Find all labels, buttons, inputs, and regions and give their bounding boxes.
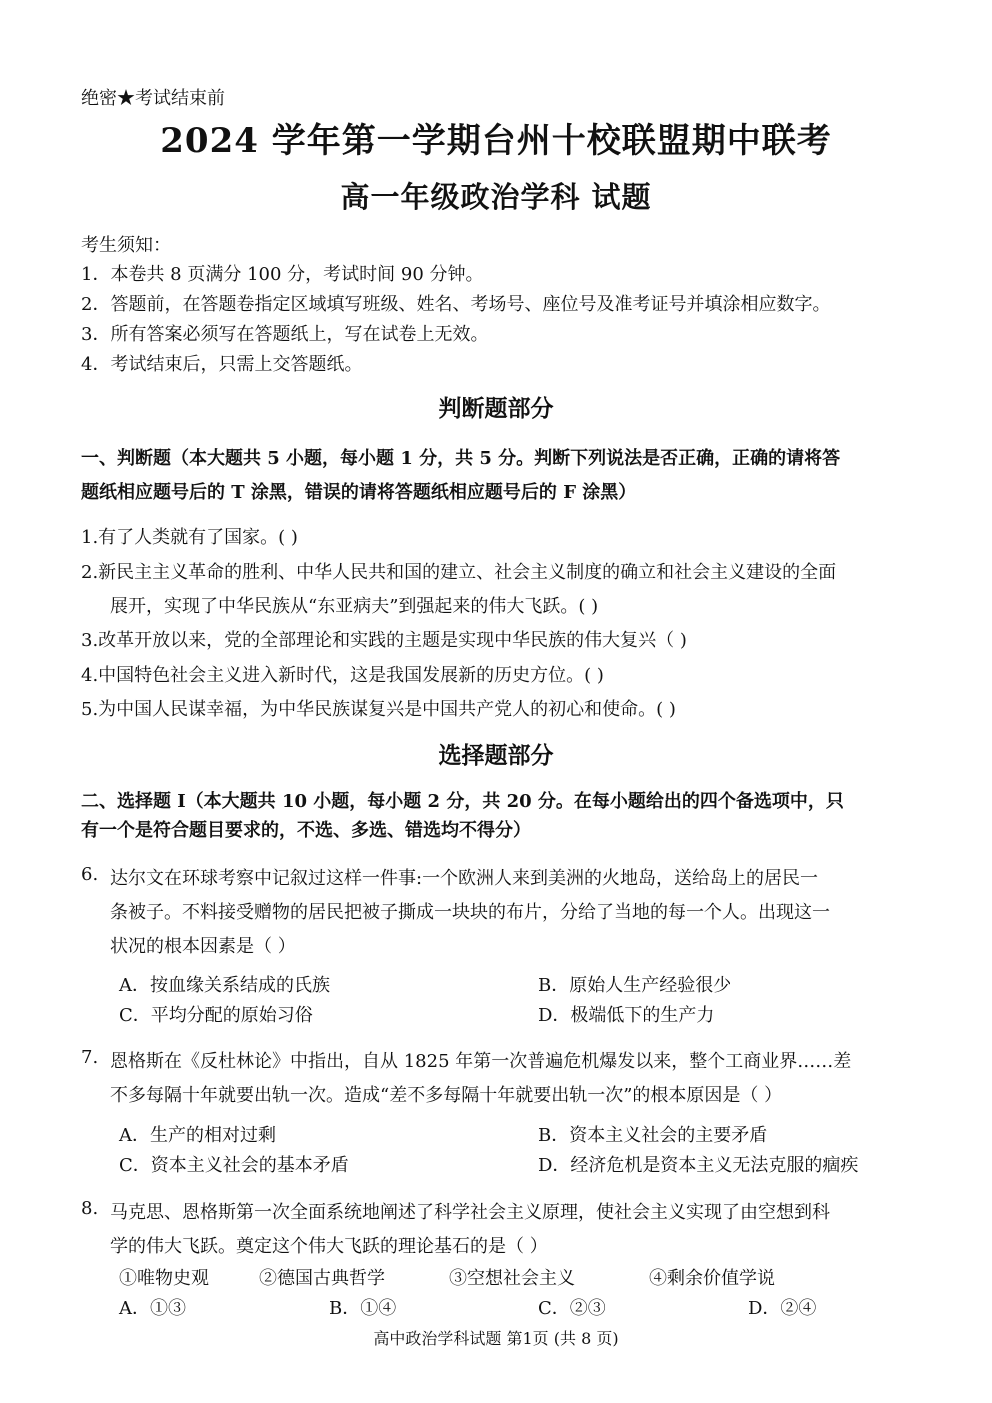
question-8-item-3: ③空想社会主义 bbox=[449, 1268, 575, 1289]
question-8-item-4: ④剩余价值学说 bbox=[649, 1268, 775, 1289]
section-heading-judgment-cont: 题纸相应题号后的 T 涂黑，错误的请将答题纸相应题号后的 F 涂黑） bbox=[81, 482, 637, 503]
part-title-choice: 选择题部分 bbox=[438, 742, 554, 769]
notice-heading: 考生须知： bbox=[81, 235, 171, 256]
question-6-number: 6. bbox=[81, 864, 99, 885]
exam-subtitle: 高一年级政治学科 试题 bbox=[340, 180, 652, 214]
question-8-cont: 学的伟大飞跃。奠定这个伟大飞跃的理论基石的是（ ） bbox=[110, 1236, 548, 1257]
question-7-option-a: A．生产的相对过剩 bbox=[119, 1125, 276, 1146]
notice-item: 4．考试结束后，只需上交答题纸。 bbox=[81, 354, 363, 375]
question-6-option-c: C．平均分配的原始习俗 bbox=[119, 1005, 313, 1026]
notice-item: 3．所有答案必须写在答题纸上，写在试卷上无效。 bbox=[81, 324, 489, 345]
question-6-option-d: D．极端低下的生产力 bbox=[538, 1005, 715, 1026]
exam-title: 2024 学年第一学期台州十校联盟期中联考 bbox=[160, 121, 832, 161]
question-6-cont: 条被子。不料接受赠物的居民把被子撕成一块块的布片，分给了当地的每一个人。出现这一 bbox=[110, 902, 830, 923]
question-7-option-c: C．资本主义社会的基本矛盾 bbox=[119, 1155, 349, 1176]
question-7-number: 7. bbox=[81, 1047, 99, 1068]
question-3: 3.改革开放以来，党的全部理论和实践的主题是实现中华民族的伟大复兴（ ) bbox=[81, 630, 687, 651]
notice-item: 2．答题前，在答题卷指定区域填写班级、姓名、考场号、座位号及准考证号并填涂相应数字。 bbox=[81, 294, 831, 315]
question-8: 马克思、恩格斯第一次全面系统地阐述了科学社会主义原理，使社会主义实现了由空想到科 bbox=[110, 1202, 830, 1223]
question-6-option-b: B．原始人生产经验很少 bbox=[538, 975, 732, 996]
question-7: 恩格斯在《反杜林论》中指出，自从 1825 年第一次普遍危机爆发以来，整个工商业界……差 bbox=[110, 1051, 852, 1072]
question-1: 1.有了人类就有了国家。( ) bbox=[81, 527, 298, 548]
question-8-option-a: A．①③ bbox=[119, 1298, 186, 1319]
question-8-item-2: ②德国古典哲学 bbox=[259, 1268, 385, 1289]
question-7-option-b: B．资本主义社会的主要矛盾 bbox=[538, 1125, 768, 1146]
question-8-item-1: ①唯物史观 bbox=[119, 1268, 209, 1289]
question-2: 2.新民主主义革命的胜利、中华人民共和国的建立、社会主义制度的确立和社会主义建设的全面 bbox=[81, 562, 837, 583]
question-7-option-d: D．经济危机是资本主义无法克服的痼疾 bbox=[538, 1155, 859, 1176]
question-5: 5.为中国人民谋幸福，为中华民族谋复兴是中国共产党人的初心和使命。( ) bbox=[81, 699, 676, 720]
question-8-number: 8. bbox=[81, 1198, 99, 1219]
confidential-label: 绝密★考试结束前 bbox=[81, 88, 225, 109]
question-4: 4.中国特色社会主义进入新时代，这是我国发展新的历史方位。( ) bbox=[81, 665, 604, 686]
question-8-option-d: D．②④ bbox=[748, 1298, 817, 1319]
question-7-cont: 不多每隔十年就要出轨一次。造成“差不多每隔十年就要出轨一次”的根本原因是（ ） bbox=[110, 1085, 783, 1106]
notice-item: 1．本卷共 8 页满分 100 分，考试时间 90 分钟。 bbox=[81, 264, 484, 285]
section-heading-choice-cont: 有一个是符合题目要求的，不选、多选、错选均不得分） bbox=[81, 820, 531, 841]
part-title-judgment: 判断题部分 bbox=[438, 395, 554, 422]
question-8-option-c: C．②③ bbox=[538, 1298, 606, 1319]
page-footer: 高中政治学科试题 第1页 (共 8 页) bbox=[373, 1329, 619, 1348]
question-6-cont: 状况的根本因素是（ ） bbox=[110, 936, 296, 957]
question-6: 达尔文在环球考察中记叙过这样一件事:一个欧洲人来到美洲的火地岛，送给岛上的居民一 bbox=[110, 868, 819, 889]
question-2-cont: 展开，实现了中华民族从“东亚病夫”到强起来的伟大飞跃。( ) bbox=[110, 596, 599, 617]
section-heading-judgment: 一、判断题（本大题共 5 小题，每小题 1 分，共 5 分。判断下列说法是否正确，正确的请将答 bbox=[81, 448, 841, 469]
question-6-option-a: A．按血缘关系结成的氏族 bbox=[119, 975, 330, 996]
question-8-option-b: B．①④ bbox=[329, 1298, 397, 1319]
section-heading-choice: 二、选择题 I（本大题共 10 小题，每小题 2 分，共 20 分。在每小题给出的四个备选项中，只 bbox=[81, 791, 844, 812]
